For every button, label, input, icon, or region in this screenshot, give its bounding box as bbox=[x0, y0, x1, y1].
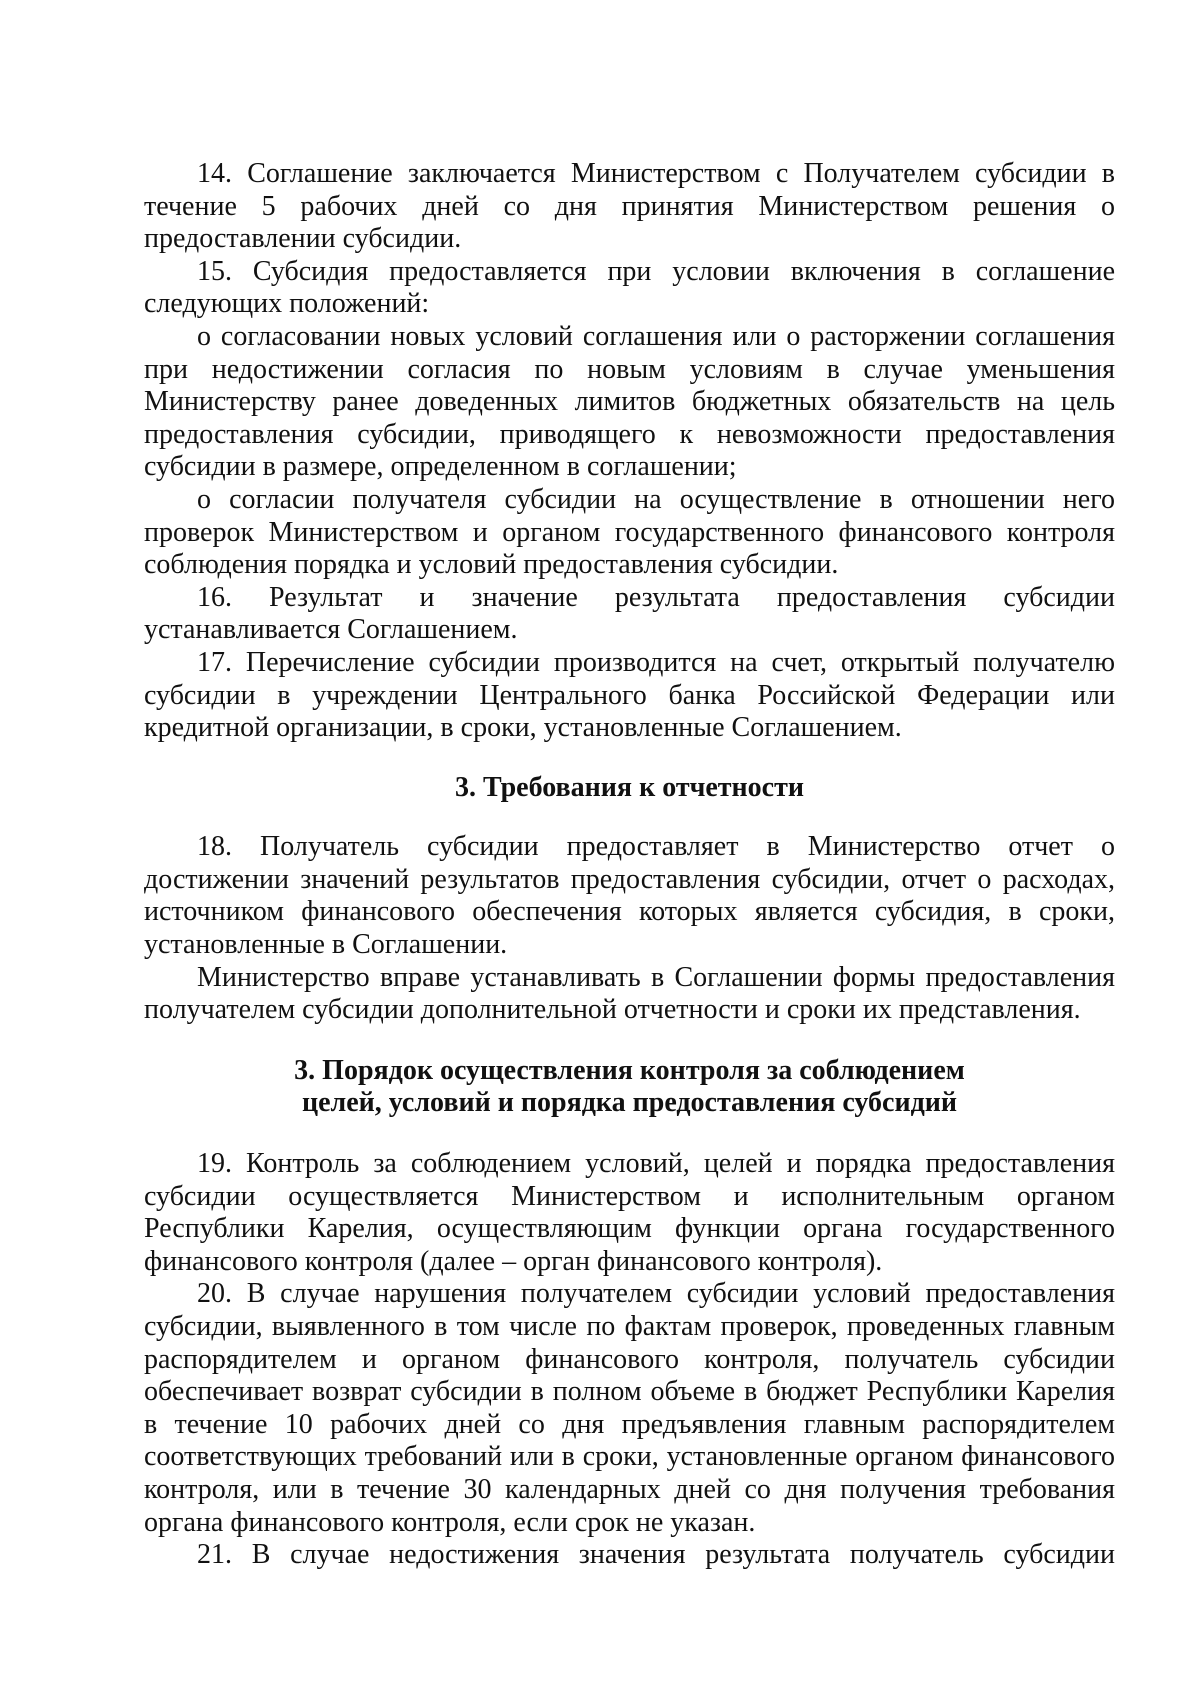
paragraph-15: 15. Субсидия предоставляется при условии включения в соглашение следующих положений: bbox=[144, 255, 1115, 320]
spacer bbox=[144, 1120, 1115, 1148]
section-heading-reporting: 3. Требования к отчетности bbox=[454, 771, 804, 803]
section-heading-control bbox=[144, 1055, 1115, 1120]
paragraph-16: 16. Результат и значение результата предоставления субсидии устанавливается Соглашением. bbox=[144, 581, 1115, 646]
paragraph-20: 20. В случае нарушения получателем субсидии условий предоставления субсидии, выявленного в том числе по фактам проверок, проведенных главным распорядителем и органом финансового контроля, получатель субсидии обеспечивает возврат субсидии в полном объеме в бюджет Республики Карелия в течение 10 рабочих дней со дня предъявления главным распорядителем соответствующих требований или в сроки, установленные органом финансового контроля, или в течение 30 календарных дней со дня получения требования органа финансового контроля, если срок не указан. bbox=[144, 1278, 1115, 1538]
spacer bbox=[144, 745, 1115, 772]
paragraph-15-item-2: о согласии получателя субсидии на осуществление в отношении него проверок Министерством и органом государственного финансового контроля соблюдения порядка и условий предоставления субсидии. bbox=[144, 483, 1115, 581]
paragraph-15-item-1: о согласовании новых условий соглашения или о расторжении соглашения при недостижении согласия по новым условиям в случае уменьшения Министерству ранее доведенных лимитов бюджетных обязательств на цель предоставления субсидии, приводящего к невозможности предоставления субсидии в размере, определенном в соглашении; bbox=[144, 320, 1115, 483]
document-page bbox=[144, 158, 1115, 1572]
section-heading-control-line-1: 3. Порядок осуществления контроля за соблюдением bbox=[294, 1054, 965, 1086]
paragraph-14: 14. Соглашение заключается Министерством с Получателем субсидии в течение 5 рабочих дней со дня принятия Министерством решения о предоставлении субсидии. bbox=[144, 158, 1115, 255]
spacer bbox=[144, 1027, 1115, 1055]
paragraph-17: 17. Перечисление субсидии производится на счет, открытый получателю субсидии в учреждении Центрального банка Российской Федерации или кредитной организации, в сроки, установленные Соглашением. bbox=[144, 646, 1115, 744]
paragraph-19: 19. Контроль за соблюдением условий, целей и порядка предоставления субсидии осуществляется Министерством и исполнительным органом Республики Карелия, осуществляющим функции органа государственного финансового контроля (далее – орган финансового контроля). bbox=[144, 1148, 1115, 1277]
paragraph-21: 21. В случае недостижения значения результата получатель субсидии bbox=[197, 1539, 1115, 1571]
paragraph-18-addendum: Министерство вправе устанавливать в Соглашении формы предоставления получателем субсидии дополнительной отчетности и сроки их представления. bbox=[144, 961, 1115, 1026]
section-heading-control-line-2: целей, условий и порядка предоставления субсидий bbox=[301, 1087, 958, 1119]
paragraph-18: 18. Получатель субсидии предоставляет в Министерство отчет о достижении значений результатов предоставления субсидии, отчет о расходах, источником финансового обеспечения которых является субсидия, в сроки, установленные в Соглашении. bbox=[144, 831, 1115, 961]
spacer bbox=[144, 804, 1115, 831]
